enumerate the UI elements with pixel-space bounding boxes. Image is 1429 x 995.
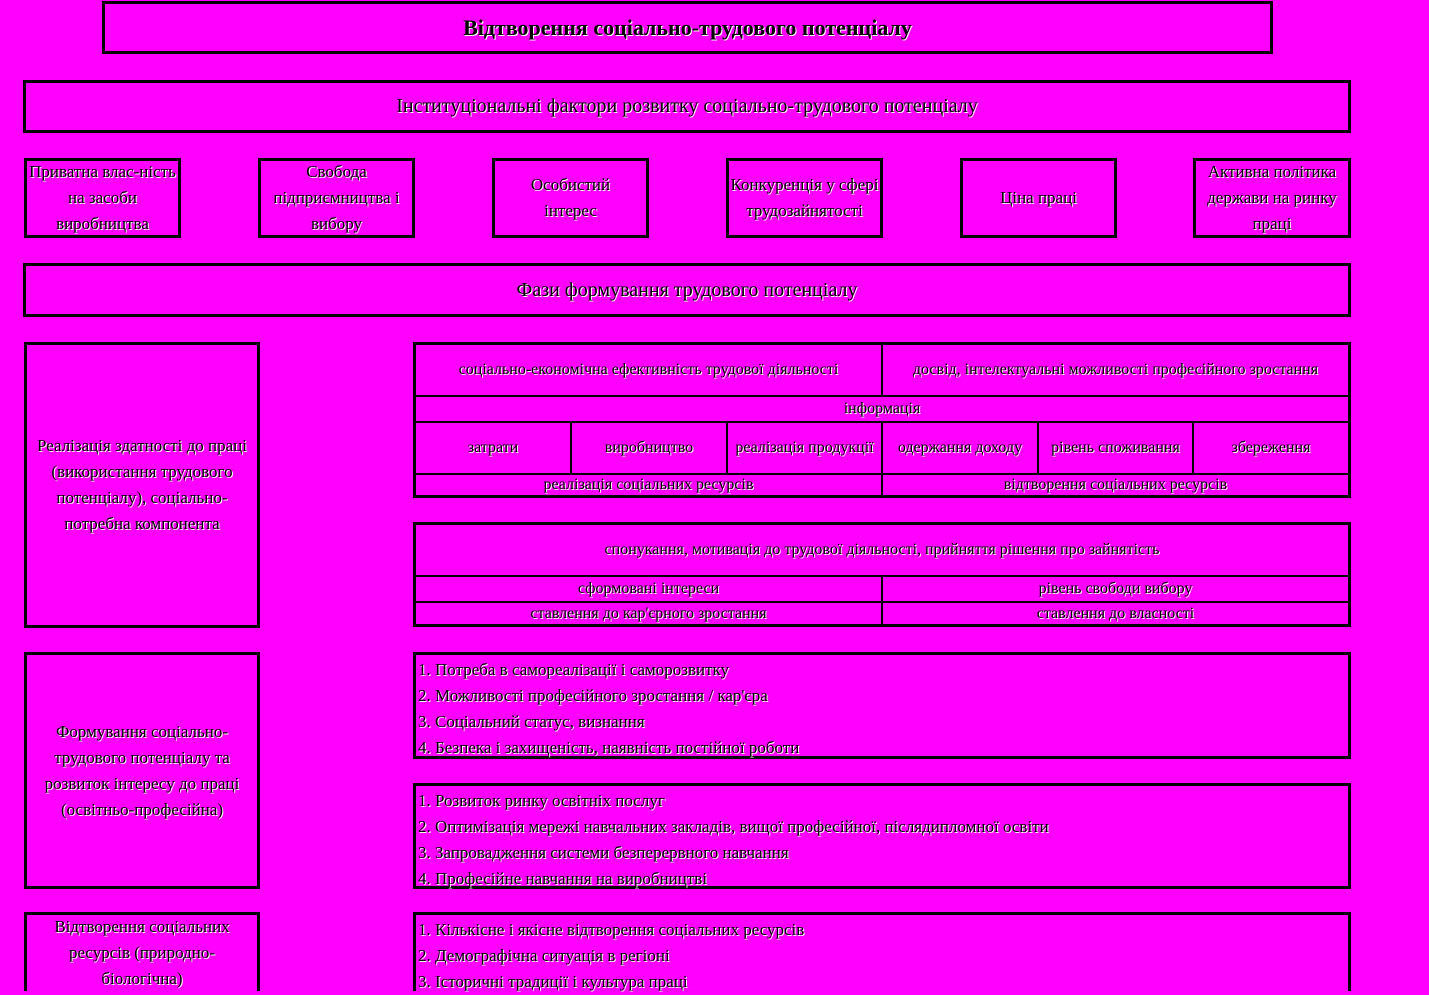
factor-label: Особистий інтерес	[530, 175, 611, 220]
cell-text: реалізація продукції	[735, 439, 874, 456]
list-item: 4. Безпека і захищеність, наявність постійної роботи	[418, 738, 800, 757]
list-item: 3. Соціальний статус, визнання	[418, 712, 645, 731]
phase3-label	[24, 912, 260, 991]
grid-cell-efficiency	[416, 345, 883, 397]
cell-text: виробництво	[604, 439, 694, 456]
list-item: 1. Потреба в самореалізації і саморозвитку	[418, 660, 730, 679]
factor-personal-interest	[492, 158, 649, 238]
cell-text: рівень споживання	[1051, 439, 1180, 456]
phase1-cycle-grid	[413, 342, 1351, 498]
grid-cell-resource-realization	[416, 475, 883, 495]
grid-cell-career-attitude	[416, 603, 883, 624]
list-item: 1. Кількісне і якісне відтворення соціальних ресурсів	[418, 920, 805, 939]
grid-cell-motivation	[416, 525, 1348, 577]
factor-freedom	[258, 158, 415, 238]
institutional-factors-header	[23, 80, 1351, 133]
list-item: 2. Демографічна ситуація в регіоні	[418, 946, 670, 965]
grid-cell-consumption	[1039, 423, 1194, 475]
factor-private-property	[24, 158, 181, 238]
factor-label: Активна політика держави на ринку праці	[1207, 162, 1337, 233]
cell-text: досвід, інтелектуальні можливості професійного зростання	[912, 361, 1319, 378]
phase1-motivation-grid	[413, 522, 1351, 627]
cell-text: реалізація соціальних ресурсів	[543, 476, 754, 493]
factor-label: Ціна праці	[1000, 188, 1077, 207]
grid-cell-information	[416, 397, 1348, 423]
cell-text: ставлення до власності	[1036, 605, 1195, 622]
list-item: 2. Можливості професійного зростання / кар'єра	[418, 686, 768, 705]
phase3-label-text: Відтворення соціальних ресурсів (природно-біологічна)	[54, 917, 230, 988]
grid-cell-production	[572, 423, 728, 475]
grid-cell-sales	[728, 423, 883, 475]
institutional-factors-header-text: Інституціональні фактори розвитку соціально-трудового потенціалу	[396, 95, 978, 117]
cell-text: сформовані інтереси	[577, 580, 720, 597]
phase2-label-text: Формування соціально-трудового потенціалу та розвиток інтересу до праці (освітньо-професійна)	[44, 721, 240, 819]
grid-cell-interests	[416, 577, 883, 603]
cell-text: збереження	[1231, 439, 1311, 456]
phase1-label-text: Реалізація здатності до праці (використання трудового потенціалу), соціально-потребна компонента	[37, 436, 247, 533]
cell-text: затрати	[467, 439, 519, 456]
factor-label: Приватна влас-ність на засоби виробництва	[29, 162, 176, 233]
grid-cell-resource-reproduction	[883, 475, 1348, 495]
cell-text: ставлення до кар'єрного зростання	[530, 605, 767, 622]
grid-cell-property-attitude	[883, 603, 1348, 624]
cell-text: одержання доходу	[897, 439, 1023, 456]
diagram-title-text: Відтворення соціально-трудового потенціалу	[463, 14, 912, 40]
list-item: 4. Професійне навчання на виробництві	[418, 869, 708, 888]
phases-header-text: Фази формування трудового потенціалу	[516, 278, 858, 301]
factor-label: Свобода підприємництва і вибору	[273, 162, 400, 233]
list-item: 1. Розвиток ринку освітніх послуг	[418, 791, 665, 810]
cell-text: відтворення соціальних ресурсів	[1003, 476, 1228, 493]
grid-cell-experience	[883, 345, 1348, 397]
cell-text: інформація	[843, 400, 921, 417]
cell-text: рівень свободи вибору	[1038, 580, 1193, 597]
phase2-education-list	[413, 783, 1351, 889]
phase1-label	[24, 342, 260, 628]
factor-label: Конкуренція у сфері трудозайнятості	[730, 175, 879, 220]
diagram-title	[102, 1, 1273, 54]
phase2-label	[24, 652, 260, 889]
cell-text: соціально-економічна ефективність трудової діяльності	[458, 361, 839, 378]
factor-labor-price	[960, 158, 1117, 238]
grid-cell-savings	[1194, 423, 1348, 475]
cell-text: спонукання, мотивація до трудової діяльності, прийняття рішення про зайнятість	[604, 541, 1160, 558]
phase3-reproduction-list	[413, 912, 1351, 991]
list-item: 3. Історичні традиції і культура праці	[418, 972, 688, 991]
phase2-needs-list	[413, 652, 1351, 759]
list-item: 2. Оптимізація мережі навчальних закладів, вищої професійної, післядипломної освіти	[418, 817, 1049, 836]
factor-state-policy	[1193, 158, 1351, 238]
phases-header	[23, 263, 1351, 317]
list-item: 3. Запровадження системи безперервного навчання	[418, 843, 789, 862]
grid-cell-income	[883, 423, 1039, 475]
grid-cell-costs	[416, 423, 572, 475]
grid-cell-freedom-level	[883, 577, 1348, 603]
factor-competition	[726, 158, 883, 238]
